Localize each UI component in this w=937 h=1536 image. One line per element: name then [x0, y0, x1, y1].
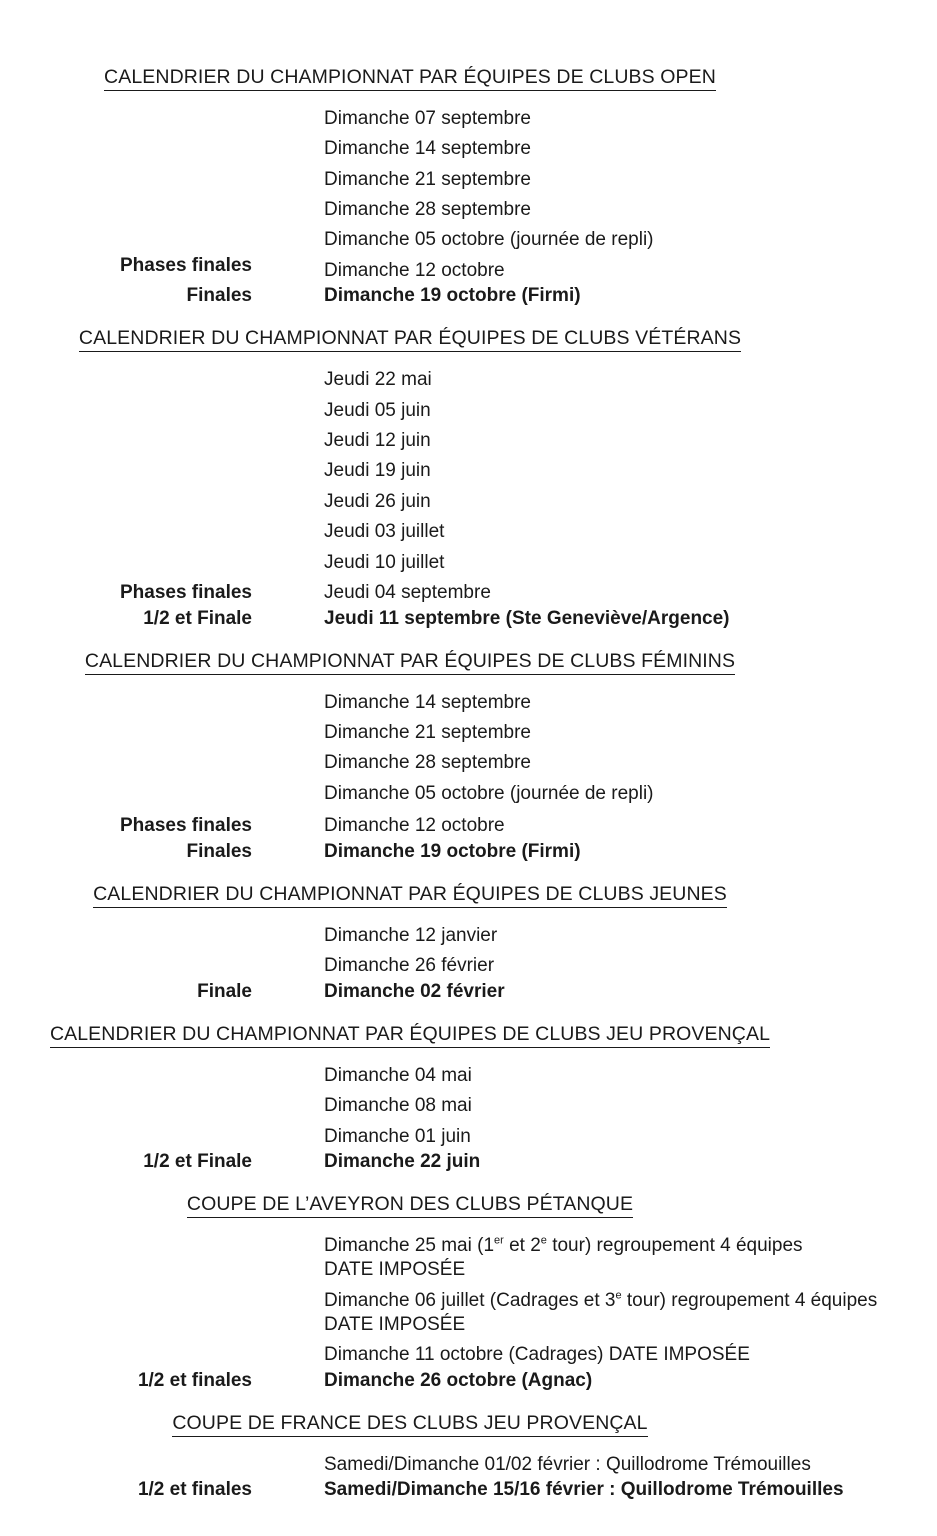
date-item: Dimanche 05 octobre (journée de repli) [324, 783, 654, 804]
date-item-final: Dimanche 02 février [324, 981, 505, 1002]
date-item: Jeudi 10 juillet [324, 552, 445, 573]
date-note: DATE IMPOSÉE [324, 1314, 466, 1335]
date-item: Dimanche 06 juillet (Cadrages et 3e tour) regroupement 4 équipes [324, 1289, 878, 1311]
date-item-final: Dimanche 19 octobre (Firmi) [324, 285, 581, 306]
date-item: Dimanche 14 septembre [324, 692, 531, 713]
phase-label: Finale [197, 981, 252, 1002]
date-item: Jeudi 03 juillet [324, 521, 445, 542]
date-item: Dimanche 12 octobre [324, 260, 505, 281]
phase-label: 1/2 et finales [137, 1479, 252, 1500]
date-item: Dimanche 28 septembre [324, 752, 531, 773]
phase-label: Finales [186, 841, 252, 862]
phase-label: Phases finales [119, 255, 252, 276]
date-item: Dimanche 25 mai (1er et 2e tour) regroupement 4 équipes [324, 1234, 803, 1256]
section-title-jeunes: CALENDRIER DU CHAMPIONNAT PAR ÉQUIPES DE CLUBS JEUNES [0, 883, 820, 908]
date-note: DATE IMPOSÉE [324, 1259, 466, 1280]
date-item: Dimanche 28 septembre [324, 199, 531, 220]
date-item: Jeudi 04 septembre [324, 582, 491, 603]
date-item: Dimanche 07 septembre [324, 108, 531, 129]
date-item-final: Dimanche 26 octobre (Agnac) [324, 1370, 593, 1391]
date-item: Dimanche 21 septembre [324, 722, 531, 743]
date-item: Samedi/Dimanche 01/02 février : Quillodrome Trémouilles [324, 1454, 811, 1475]
phase-label: 1/2 et Finale [143, 1151, 252, 1172]
phase-label: Phases finales [119, 815, 252, 836]
date-item: Dimanche 14 septembre [324, 138, 531, 159]
date-item: Dimanche 11 octobre (Cadrages) DATE IMPOSÉE [324, 1344, 750, 1365]
section-title-veterans: CALENDRIER DU CHAMPIONNAT PAR ÉQUIPES DE CLUBS VÉTÉRANS [0, 327, 820, 352]
section-title-feminins: CALENDRIER DU CHAMPIONNAT PAR ÉQUIPES DE CLUBS FÉMININS [0, 650, 820, 675]
date-item: Dimanche 08 mai [324, 1095, 472, 1116]
date-item-final: Jeudi 11 septembre (Ste Geneviève/Argence) [324, 608, 730, 629]
date-item: Jeudi 26 juin [324, 491, 431, 512]
phase-label: 1/2 et Finale [143, 608, 252, 629]
phase-label: Phases finales [119, 582, 252, 603]
date-item: Dimanche 01 juin [324, 1126, 471, 1147]
date-item: Dimanche 12 janvier [324, 925, 498, 946]
phase-label: Finales [186, 285, 252, 306]
date-item: Jeudi 22 mai [324, 369, 432, 390]
date-item-final: Samedi/Dimanche 15/16 février : Quillodrome Trémouilles [324, 1479, 844, 1500]
phase-label: 1/2 et finales [137, 1370, 252, 1391]
section-title-coupe-aveyron: COUPE DE L’AVEYRON DES CLUBS PÉTANQUE [0, 1193, 820, 1218]
date-item: Dimanche 12 octobre [324, 815, 505, 836]
date-item: Dimanche 04 mai [324, 1065, 472, 1086]
date-item-final: Dimanche 19 octobre (Firmi) [324, 841, 581, 862]
section-title-coupe-france: COUPE DE FRANCE DES CLUBS JEU PROVENÇAL [0, 1412, 820, 1437]
date-item: Jeudi 05 juin [324, 400, 431, 421]
date-item-final: Dimanche 22 juin [324, 1151, 481, 1172]
section-title-open: CALENDRIER DU CHAMPIONNAT PAR ÉQUIPES DE CLUBS OPEN [0, 66, 820, 91]
date-item: Dimanche 05 octobre (journée de repli) [324, 229, 654, 250]
section-title-provencal: CALENDRIER DU CHAMPIONNAT PAR ÉQUIPES DE CLUBS JEU PROVENÇAL [0, 1023, 820, 1048]
date-item: Dimanche 26 février [324, 955, 495, 976]
date-item: Dimanche 21 septembre [324, 169, 531, 190]
date-item: Jeudi 19 juin [324, 460, 431, 481]
date-item: Jeudi 12 juin [324, 430, 431, 451]
